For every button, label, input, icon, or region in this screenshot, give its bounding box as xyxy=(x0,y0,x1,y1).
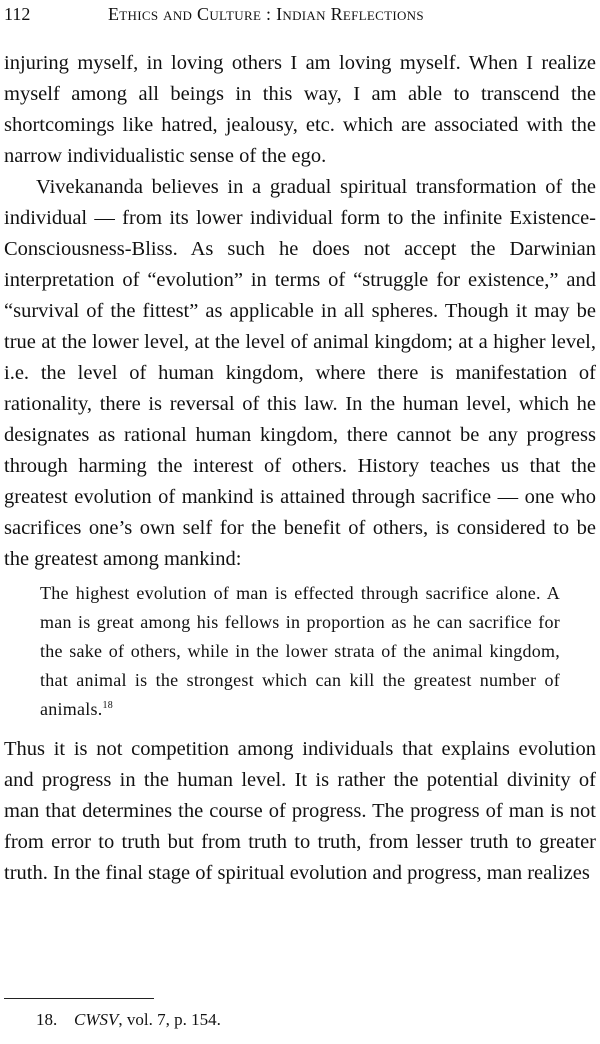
footnote-number: 18. xyxy=(36,1010,58,1029)
footnote xyxy=(36,1008,221,1032)
paragraph-2: Vivekananda believes in a gradual spiritual transformation of the individual — from its lower individual form to the infinite Existence-Consciousness-Bliss. As such he does not accept the Darwinian interpretation of “evolution” in terms of “struggle for existence,” and “survival of the fittest” as applicable in all spheres. Though it may be true at the lower level, at the level of animal kingdom; at a higher level, i.e. the level of human kingdom, where there is manifestation of rationality, there is reversal of this law. In the human level, which he designates as rational human kingdom, there cannot be any progress through harming the interest of others. History teaches us that the greatest evolution of mankind is attained through sacrifice — one who sacrifices one’s own self for the benefit of others, is considered to be the greatest among mankind: xyxy=(4,176,596,570)
paragraph-3: Thus it is not competition among individuals that explains evolution and progress in the human level. It is rather the potential divinity of man that determines the course of progress. The progress of man is not from error to truth but from truth to truth, from lesser truth to greater truth. In the final stage of spiritual evolution and progress, man realizes xyxy=(4,738,596,884)
body-text xyxy=(4,48,596,889)
running-title: Ethics and Culture : Indian Reflections xyxy=(108,4,424,24)
block-quote-text: The highest evolution of man is effected through sacrifice alone. A man is great among his fellows in proportion as he can sacrifice for the sake of others, while in the lower strata of the animal kingdom, that animal is the strongest which can kill the greatest number of animals. xyxy=(40,583,560,719)
page-number: 112 xyxy=(4,4,31,24)
footnote-details: , vol. 7, p. 154. xyxy=(118,1010,221,1029)
block-quote xyxy=(40,579,560,724)
footnote-reference: 18 xyxy=(102,700,113,711)
footnote-divider xyxy=(4,998,154,999)
paragraph-1: injuring myself, in loving others I am loving myself. When I realize myself among all beings in this way, I am able to transcend the shortcomings like hatred, jealousy, etc. which are associated with the narrow individualistic sense of the ego. xyxy=(4,52,596,167)
running-head xyxy=(4,2,594,26)
footnote-source-title: CWSV xyxy=(74,1010,119,1029)
